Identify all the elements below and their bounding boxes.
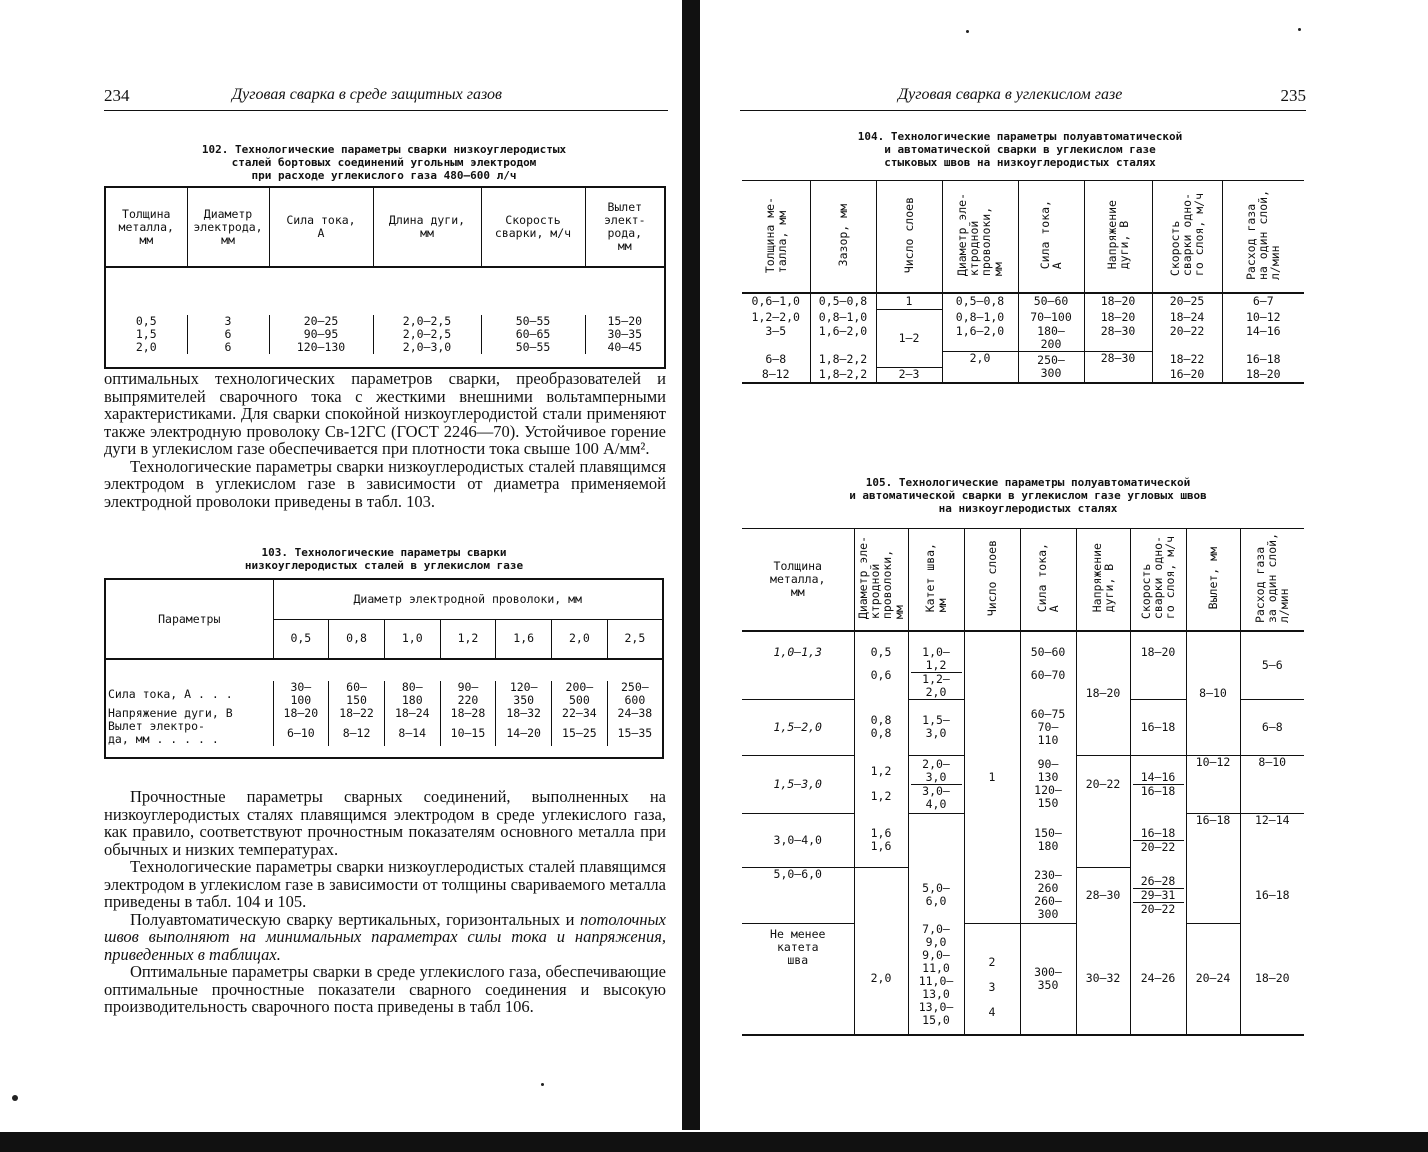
header-text: Толщина ме- талла, мм xyxy=(762,196,789,273)
paragraph xyxy=(104,911,666,964)
table-cell: 24—26 xyxy=(1130,923,1186,1035)
table-cell: 5—6 xyxy=(1240,631,1304,700)
running-title: Дуговая сварка в среде защитных газов xyxy=(232,86,502,103)
row-label: Сила тока, А . . . xyxy=(105,681,273,707)
table-102-header: Длина дуги, мм xyxy=(373,187,481,267)
paragraph-part-italic: потолочных швов выполняют на минимальных параметрах силы тока и напряжения, приведенных в таблицах. xyxy=(104,909,666,964)
cell-line: 1,2— 2,0 xyxy=(922,671,950,699)
table-105-header xyxy=(854,529,908,631)
table-row xyxy=(742,325,1304,352)
left-text-block-1 xyxy=(104,370,666,510)
cell-line: 4 xyxy=(988,1004,996,1019)
table-cell: 1,5— 3,0 xyxy=(908,699,964,755)
table-cell: 8—10 xyxy=(1186,631,1240,756)
row-label: Вылет электро- да, мм . . . . . xyxy=(105,720,273,746)
cell-line: 1,6 xyxy=(870,825,892,840)
table-cell: 0,5—0,8 xyxy=(810,293,876,310)
table-cell: 18—20 xyxy=(1076,631,1130,756)
table-cell: 6—7 xyxy=(1222,293,1304,310)
header-text: Число слоев xyxy=(985,539,999,616)
table-103-diameter: 1,2 xyxy=(440,619,496,659)
table-105-header: Толщина металла, мм xyxy=(742,529,854,631)
table-cell: 1,5—3,0 xyxy=(742,755,854,813)
table-cell: 20—25 xyxy=(269,315,373,328)
table-103-diameter: 1,0 xyxy=(384,619,440,659)
table-cell: 80— 180 xyxy=(384,681,440,707)
table-cell: 250— 600 xyxy=(607,681,663,707)
header-text: Скорость сварки одно- го слоя, м/ч xyxy=(1139,536,1177,620)
cell-line: 1,2 xyxy=(870,764,892,778)
table-cell: 2,0—2,5 xyxy=(373,315,481,328)
table-cell: 18—32 xyxy=(496,707,552,720)
table-cell xyxy=(1020,699,1076,755)
cell-line: 3 xyxy=(988,979,996,994)
table-row xyxy=(742,813,1304,867)
cell-line: 14—16 xyxy=(1133,771,1184,785)
table-104-header xyxy=(810,181,876,293)
table-105-caption: 105. Технологические параметры полуавтоматической и автоматической сварки в углекислом газе угловых швов на низкоуглеродистых сталях xyxy=(849,476,1207,515)
paragraph-part: Полуавтоматическую сварку вертикальных, горизонтальных и xyxy=(130,909,580,929)
scan-bottom-shadow xyxy=(0,1132,1428,1152)
cell-line: 60—70 xyxy=(1030,667,1066,682)
table-cell: 28—30 xyxy=(1084,325,1152,352)
table-cell: 14—16 xyxy=(1222,325,1304,352)
table-cell: 1,6—2,0 xyxy=(810,325,876,352)
header-text: Катет шва, мм xyxy=(923,543,949,613)
table-row xyxy=(105,681,663,707)
cell-line: 1,0— 1,2 xyxy=(911,646,962,673)
table-cell: 15—25 xyxy=(552,720,608,746)
table-cell: 8—10 xyxy=(1240,755,1304,813)
cell-line: 120— 150 xyxy=(1034,783,1062,810)
table-cell: 5,0—6,0 xyxy=(742,867,854,923)
table-row xyxy=(105,341,665,354)
table-cell: 8—14 xyxy=(384,720,440,746)
cell-line: 70— 110 xyxy=(1037,719,1059,747)
table-102-header: Толщина металла, мм xyxy=(105,187,187,267)
cell-line: 7,0— 9,0 xyxy=(922,922,950,949)
page-number: 234 xyxy=(104,86,130,105)
table-cell xyxy=(1130,813,1186,867)
table-cell xyxy=(1186,867,1240,923)
table-cell: 16—18 xyxy=(1240,867,1304,923)
cell-line: 2,0— 3,0 xyxy=(911,758,962,785)
table-row xyxy=(742,351,1304,367)
table-102-header: Сила тока, А xyxy=(269,187,373,267)
table-103-param-header: Параметры xyxy=(105,579,273,659)
table-cell: 0,6—1,0 xyxy=(742,293,810,310)
table-cell: 2,0 xyxy=(942,351,1018,383)
table-cell: 18—20 xyxy=(1130,631,1186,700)
header-text: Напряжение дуги, В xyxy=(1090,543,1116,613)
table-cell: 0,5 xyxy=(105,315,187,328)
header-text: Сила тока, А xyxy=(1035,543,1061,613)
cell-line: 1,6 xyxy=(870,838,892,853)
table-cell: 50—55 xyxy=(481,341,585,354)
table-104-header xyxy=(942,181,1018,293)
table-cell: 10—15 xyxy=(440,720,496,746)
table-cell: 60— 150 xyxy=(329,681,385,707)
table-cell: 0,5—0,8 xyxy=(942,293,1018,310)
table-cell: 24—38 xyxy=(607,707,663,720)
cell-line: 0,5 xyxy=(870,644,892,659)
table-cell: 1—2 xyxy=(876,310,942,368)
table-cell xyxy=(854,699,908,755)
table-cell: 6—8 xyxy=(742,351,810,367)
table-104-header xyxy=(876,181,942,293)
table-104-header xyxy=(1222,181,1304,293)
table-cell: 18—22 xyxy=(1152,351,1222,367)
table-cell: 1,2—2,0 xyxy=(742,310,810,325)
table-cell: 1,8—2,2 xyxy=(810,351,876,367)
left-text-block-2 xyxy=(104,788,666,1016)
table-cell xyxy=(854,867,908,923)
row-label: Напряжение дуги, В xyxy=(105,707,273,720)
cell-line: 9,0— 11,0 xyxy=(922,948,950,975)
cell-line: 230— 260 xyxy=(1034,867,1062,895)
header-text: Напряжение дуги, В xyxy=(1105,200,1131,270)
table-103 xyxy=(104,578,664,759)
table-105 xyxy=(742,528,1304,1036)
table-cell: 0,8—1,0 xyxy=(942,310,1018,325)
table-cell: 1,6—2,0 xyxy=(942,325,1018,352)
table-cell: 1,0—1,3 xyxy=(742,631,854,700)
left-running-header xyxy=(104,86,668,111)
table-cell: 180— 200 xyxy=(1018,325,1084,352)
table-102-header: Диаметр электрода, мм xyxy=(187,187,269,267)
table-cell: 18—28 xyxy=(440,707,496,720)
header-text: Скорость сварки одно- го слоя, м/ч xyxy=(1168,193,1206,277)
table-cell: 12—14 xyxy=(1240,813,1304,867)
table-cell: 16—20 xyxy=(1152,367,1222,383)
table-cell xyxy=(908,631,964,700)
table-103-group-header: Диаметр электродной проволоки, мм xyxy=(273,579,663,619)
table-cell: 120—130 xyxy=(269,341,373,354)
table-cell: 18—20 xyxy=(1240,923,1304,1035)
header-text: Расход газа на один слой, л/мин xyxy=(1244,189,1283,280)
table-cell: 1 xyxy=(964,631,1020,924)
table-cell: 18—24 xyxy=(1152,310,1222,325)
running-title: Дуговая сварка в углекислом газе xyxy=(898,86,1123,103)
table-cell: 16—18 xyxy=(1222,351,1304,367)
table-105-header xyxy=(1020,529,1076,631)
table-cell xyxy=(854,631,908,700)
table-cell xyxy=(1020,631,1076,700)
table-102-caption: 102. Технологические параметры сварки низкоуглеродистых сталей бортовых соединений угольным электродом при расходе углекислого газа 480—600 л/ч xyxy=(201,143,567,182)
table-cell: 70—100 xyxy=(1018,310,1084,325)
table-cell: 20—22 xyxy=(1076,755,1130,867)
table-cell: 30—32 xyxy=(1076,923,1130,1035)
table-cell: 50—55 xyxy=(481,315,585,328)
left-page xyxy=(104,0,668,1130)
table-row xyxy=(105,315,665,328)
table-103-diameter: 1,6 xyxy=(496,619,552,659)
table-cell: 16—18 xyxy=(1130,699,1186,755)
table-row xyxy=(742,755,1304,813)
table-cell: 20—24 xyxy=(1186,923,1240,1035)
table-cell: 6 xyxy=(187,341,269,354)
table-cell: 30— 100 xyxy=(273,681,329,707)
table-103-caption: 103. Технологические параметры сварки низкоуглеродистых сталей в углекислом газе xyxy=(244,546,524,572)
header-text: Сила тока, А xyxy=(1038,200,1064,270)
header-text: Число слоев xyxy=(902,196,916,273)
table-103-diameter: 2,5 xyxy=(607,619,663,659)
table-cell: 200— 500 xyxy=(552,681,608,707)
table-row xyxy=(105,720,663,746)
table-cell: 6—8 xyxy=(1240,699,1304,755)
table-row xyxy=(742,867,1304,923)
table-cell: 18—20 xyxy=(1084,310,1152,325)
table-cell: 2,0—3,0 xyxy=(373,341,481,354)
cell-line: 11,0— 13,0 xyxy=(918,974,954,1001)
table-105-header xyxy=(1076,529,1130,631)
table-cell xyxy=(1130,755,1186,813)
table-cell: 28—30 xyxy=(1076,867,1130,923)
table-cell: 50—60 xyxy=(1018,293,1084,310)
cell-line: 90— 130 xyxy=(1037,757,1059,784)
table-cell xyxy=(854,755,908,813)
table-cell: 20—22 xyxy=(1152,325,1222,352)
table-cell: 90—95 xyxy=(269,328,373,341)
table-cell: 6—10 xyxy=(273,720,329,746)
cell-line: 2 xyxy=(988,954,996,969)
table-cell: 250— 300 xyxy=(1018,351,1084,383)
table-cell: 3 xyxy=(187,315,269,328)
paragraph: Прочностные параметры сварных соединений, выполненных на низкоуглеродистых сталях плавящимся электродом в среде углекислого газа, как правило, соответствуют прочностным показателям основного металла при обычных и низких температурах. xyxy=(104,787,666,859)
table-103-diameter: 0,8 xyxy=(329,619,385,659)
table-105-header xyxy=(1186,529,1240,631)
table-cell: 18—20 xyxy=(273,707,329,720)
table-cell: 2,0 xyxy=(854,923,908,1035)
table-row xyxy=(742,631,1304,700)
table-103-diameter: 2,0 xyxy=(552,619,608,659)
table-cell: 18—24 xyxy=(384,707,440,720)
table-cell: Не менее катета шва xyxy=(742,923,854,1035)
cell-line: 13,0— 15,0 xyxy=(918,1000,954,1027)
table-cell: 18—20 xyxy=(1222,367,1304,383)
table-cell xyxy=(1130,867,1186,923)
header-text: Расход газа за один слой, л/мин xyxy=(1253,532,1292,623)
table-row xyxy=(742,293,1304,310)
table-cell: 2,0—2,5 xyxy=(373,328,481,341)
paragraph: Оптимальные параметры сварки в среде углекислого газа, обеспечивающие оптимальные прочностные показатели сварного соединения и высокую производительность сварочного поста приведены в табл 106. xyxy=(104,962,666,1016)
table-cell: 22—34 xyxy=(552,707,608,720)
table-cell: 8—12 xyxy=(742,367,810,383)
table-105-header xyxy=(1240,529,1304,631)
table-103-diameter: 0,5 xyxy=(273,619,329,659)
table-cell: 2,0 xyxy=(105,341,187,354)
table-104 xyxy=(742,180,1304,384)
table-105-header xyxy=(908,529,964,631)
table-row xyxy=(742,310,1304,325)
table-cell xyxy=(908,923,964,1035)
table-cell: 40—45 xyxy=(585,341,665,354)
cell-line: 26—28 xyxy=(1133,875,1184,889)
table-cell: 60—65 xyxy=(481,328,585,341)
table-row xyxy=(105,328,665,341)
table-cell: 18—22 xyxy=(329,707,385,720)
table-104-header xyxy=(1084,181,1152,293)
table-cell: 1,5 xyxy=(105,328,187,341)
table-cell: 30—35 xyxy=(585,328,665,341)
cell-line: 260— 300 xyxy=(1034,893,1062,921)
table-cell: 16—18 xyxy=(1186,813,1240,867)
table-cell xyxy=(854,813,908,867)
table-cell: 10—12 xyxy=(1186,755,1240,813)
table-cell xyxy=(1020,755,1076,813)
cell-line: 1,2 xyxy=(870,789,892,803)
table-cell: 15—35 xyxy=(607,720,663,746)
table-cell: 90— 220 xyxy=(440,681,496,707)
cell-line: 0,8 xyxy=(870,726,892,740)
table-104-header xyxy=(1018,181,1084,293)
table-cell: 3—5 xyxy=(742,325,810,352)
right-running-header xyxy=(740,86,1306,111)
table-104-caption: 104. Технологические параметры полуавтоматической и автоматической сварки в углекислом газе стыковых швов на низкоуглеродистых сталях xyxy=(857,130,1183,169)
table-row xyxy=(742,923,1304,1035)
cell-line: 20—22 xyxy=(1140,839,1176,854)
cell-line: 50—60 xyxy=(1030,644,1066,659)
table-cell: 150— 180 xyxy=(1020,813,1076,867)
table-cell: 1,5—2,0 xyxy=(742,699,854,755)
paragraph: оптимальных технологических параметров сварки, преобразователей и выпрямителей сварочного тока с жесткими внешними вольтамперными характеристиками. Для сварки спокойной низкоуглеродистой стали применяют также электродную проволоку Св-12ГС (ГОСТ 2246—70). Устойчивое горение дуги в углекислом газе обеспечивается при плотности тока свыше 100 А/мм². xyxy=(104,369,666,458)
scan-speck xyxy=(12,1095,18,1101)
cell-line: 3,0— 4,0 xyxy=(922,783,950,811)
cell-line: 20—22 xyxy=(1140,901,1176,916)
page-number: 235 xyxy=(1280,86,1306,105)
table-cell: 20—25 xyxy=(1152,293,1222,310)
table-cell: 1,8—2,2 xyxy=(810,367,876,383)
table-cell: 28—30 xyxy=(1084,351,1152,383)
table-cell: 18—20 xyxy=(1084,293,1152,310)
cell-line: 0,8 xyxy=(870,713,892,727)
header-text: Зазор, мм xyxy=(836,203,850,266)
paragraph: Технологические параметры сварки низкоуглеродистых сталей плавящимся электродом в углекислом газе в зависимости от толщины свариваемого металла приведены в табл. 104 и 105. xyxy=(104,857,666,911)
header-text: Вылет, мм xyxy=(1206,546,1220,609)
header-text: Диаметр эле- ктродной проволоки, мм xyxy=(955,193,1005,277)
cell-line: 0,6 xyxy=(870,667,892,682)
table-cell: 3,0—4,0 xyxy=(742,813,854,867)
table-105-header xyxy=(1130,529,1186,631)
cell-line: 60—75 xyxy=(1030,706,1066,721)
cell-line: 29—31 xyxy=(1133,889,1184,903)
table-105-header xyxy=(964,529,1020,631)
table-cell xyxy=(908,813,964,867)
table-cell: 5,0— 6,0 xyxy=(908,867,964,923)
table-cell xyxy=(964,923,1020,1035)
table-cell: 6 xyxy=(187,328,269,341)
table-cell: 14—20 xyxy=(496,720,552,746)
table-cell: 1 xyxy=(876,293,942,310)
right-page xyxy=(740,0,1306,1130)
table-cell: 2—3 xyxy=(876,367,942,383)
table-cell: 300— 350 xyxy=(1020,923,1076,1035)
table-cell: 120— 350 xyxy=(496,681,552,707)
table-104-header xyxy=(1152,181,1222,293)
table-cell: 15—20 xyxy=(585,315,665,328)
table-102-header: Вылет элект- рода, мм xyxy=(585,187,665,267)
cell-line: 16—18 xyxy=(1133,827,1184,841)
table-cell: 8—12 xyxy=(329,720,385,746)
table-cell xyxy=(1020,867,1076,923)
table-cell: 0,8—1,0 xyxy=(810,310,876,325)
paragraph: Технологические параметры сварки низкоуглеродистых сталей плавящимся электродом в углекислом газе в зависимости от диаметра применяемой электродной проволоки приведены в табл. 103. xyxy=(104,456,666,511)
header-text: Диаметр эле- ктродной проволоки, мм xyxy=(856,536,906,620)
table-102 xyxy=(104,186,666,369)
table-cell: 10—12 xyxy=(1222,310,1304,325)
table-102-header: Скорость сварки, м/ч xyxy=(481,187,585,267)
book-spine-shadow xyxy=(682,0,700,1130)
table-cell xyxy=(908,755,964,813)
table-104-header xyxy=(742,181,810,293)
cell-line: 16—18 xyxy=(1140,783,1176,798)
